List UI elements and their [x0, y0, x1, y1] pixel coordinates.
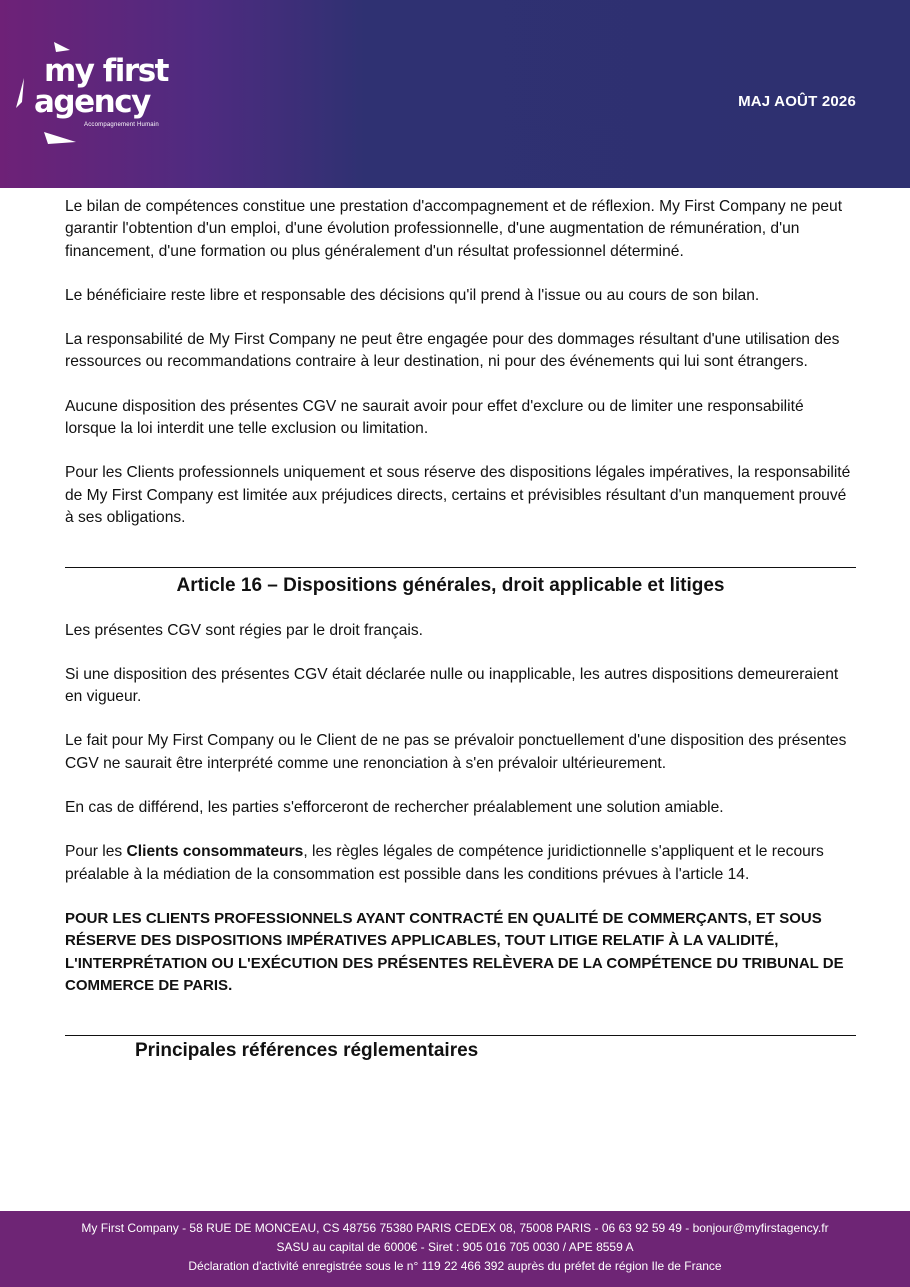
logo-tagline: Accompagnement Humain — [84, 122, 159, 128]
section-divider — [65, 567, 856, 568]
company-logo — [10, 36, 200, 156]
references-heading: Principales références réglementaires — [135, 1040, 479, 1062]
paragraph: Si une disposition des présentes CGV était déclarée nulle ou inapplicable, les autres dispositions demeureraient en vigueur. — [65, 665, 839, 706]
consumer-suffix: , les règles légales de compétence juridictionnelle s'appliquent et le recours préalable à la médiation de la consommation est possible dans les conditions prévues à l'article 14. — [65, 843, 824, 883]
consumer-prefix: Pour les — [65, 843, 127, 861]
consumer-paragraph — [65, 841, 856, 886]
paragraph: Pour les Clients professionnels uniquement et sous réserve des dispositions légales impératives, la responsabilité de My First Company est limitée aux préjudices directs, certains et prévisibles résultant d'un manquement prouvé à ses obligations. — [65, 464, 851, 526]
paragraph: Le fait pour My First Company ou le Client de ne pas se prévaloir ponctuellement d'une disposition des présentes CGV ne saurait être interprété comme une renonciation à s'en prévaloir ultérieurement. — [65, 732, 847, 772]
jurisdiction-clause: POUR LES CLIENTS PROFESSIONNELS AYANT CONTRACTÉ EN QUALITÉ DE COMMERÇANTS, ET SOUS RÉSERVE DES DISPOSITIONS IMPÉRATIVES APPLICABLES, TOUT LITIGE RELATIF À LA VALIDITÉ, L'INTERPRÉTATION OU L'EXÉCUTION DES PRÉSENTES RELÈVERA DE LA COMPÉTENCE DU TRIBUNAL DE COMMERCE DE PARIS. — [65, 909, 844, 994]
logo-text-line2: agency — [34, 84, 150, 120]
footer-address-line: My First Company - 58 RUE DE MONCEAU, CS 48756 75380 PARIS CEDEX 08, 75008 PARIS - 06 63 92 59 49 - bonjour@myfirstagency.fr — [81, 1221, 829, 1235]
paragraph: En cas de différend, les parties s'efforceront de rechercher préalablement une solution amiable. — [65, 799, 724, 817]
paragraph: Le bénéficiaire reste libre et responsable des décisions qu'il prend à l'issue ou au cours de son bilan. — [65, 286, 760, 304]
page-header — [0, 0, 910, 188]
paragraph: Le bilan de compétences constitue une prestation d'accompagnement et de réflexion. My First Company ne peut garantir l'obtention d'un emploi, d'une évolution professionnelle, d'une augmentation de rémunération, d'un financement, d'une formation ou plus généralement d'un résultat professionnel déterminé. — [65, 198, 843, 260]
update-date-label: MAJ AOÛT 2026 — [738, 93, 856, 110]
section-divider — [65, 1035, 856, 1036]
footer-declaration-line: Déclaration d'activité enregistrée sous le n° 119 22 466 392 auprès du préfet de région Ile de France — [188, 1259, 722, 1273]
logo-text-line1: my first — [44, 53, 168, 89]
document-body — [65, 196, 856, 1062]
paragraph: Aucune disposition des présentes CGV ne saurait avoir pour effet d'exclure ou de limiter une responsabilité lorsque la loi interdit une telle exclusion ou limitation. — [65, 397, 804, 438]
article-16-heading: Article 16 – Dispositions générales, droit applicable et litiges — [176, 575, 725, 597]
page-footer — [0, 1211, 910, 1287]
consumer-bold-term: Clients consommateurs — [126, 843, 304, 861]
paragraph: Les présentes CGV sont régies par le droit français. — [65, 621, 423, 639]
footer-capital-line: SASU au capital de 6000€ - Siret : 905 016 705 0030 / APE 8559 A — [276, 1240, 634, 1254]
paragraph: La responsabilité de My First Company ne peut être engagée pour des dommages résultant d'une utilisation des ressources ou recommandations contraire à leur destination, ni pour des événements qui lui sont étrangers. — [65, 331, 840, 371]
